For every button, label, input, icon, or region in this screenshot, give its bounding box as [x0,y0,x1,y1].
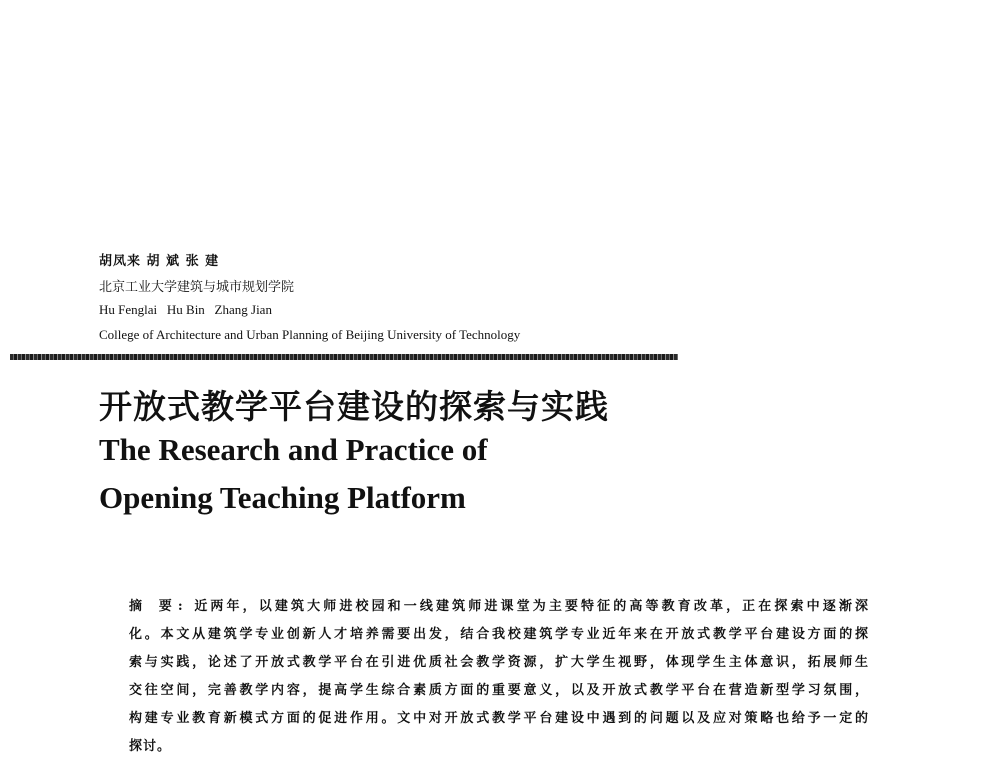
title-chinese: 开放式教学平台建设的探索与实践 [99,387,609,426]
abstract-line: 探讨。 [129,739,172,754]
abstract-line-text: 近两年，以建筑大师进校园和一线建筑师进课堂为主要特征的高等教育改革，正在探索中逐渐深 [194,599,869,614]
authors-chinese: 胡凤来 胡 斌 张 建 [99,254,220,269]
title-english-line-1: The Research and Practice of [99,432,488,467]
abstract [129,593,869,761]
title-english-line-2: Opening Teaching Platform [99,480,466,515]
header-divider-rule [10,354,678,360]
affiliation-chinese: 北京工业大学建筑与城市规划学院 [99,280,295,295]
title-english [99,426,488,522]
abstract-line: 构建专业教育新模式方面的促进作用。文中对开放式教学平台建设中遇到的问题以及应对策略也给予一定的 [129,711,869,726]
abstract-line: 化。本文从建筑学专业创新人才培养需要出发，结合我校建筑学专业近年来在开放式教学平台建设方面的探 [129,627,869,642]
abstract-line: 交往空间，完善教学内容，提高学生综合素质方面的重要意义，以及开放式教学平台在营造新型学习氛围， [129,683,869,698]
abstract-label: 摘 要: [129,599,187,614]
affiliation-english: College of Architecture and Urban Planning of Beijing University of Technology [99,327,521,342]
authors-english: Hu Fenglai Hu Bin Zhang Jian [99,302,272,317]
abstract-line [129,593,869,621]
abstract-line: 索与实践，论述了开放式教学平台在引进优质社会教学资源，扩大学生视野，体现学生主体意识，拓展师生 [129,655,869,670]
